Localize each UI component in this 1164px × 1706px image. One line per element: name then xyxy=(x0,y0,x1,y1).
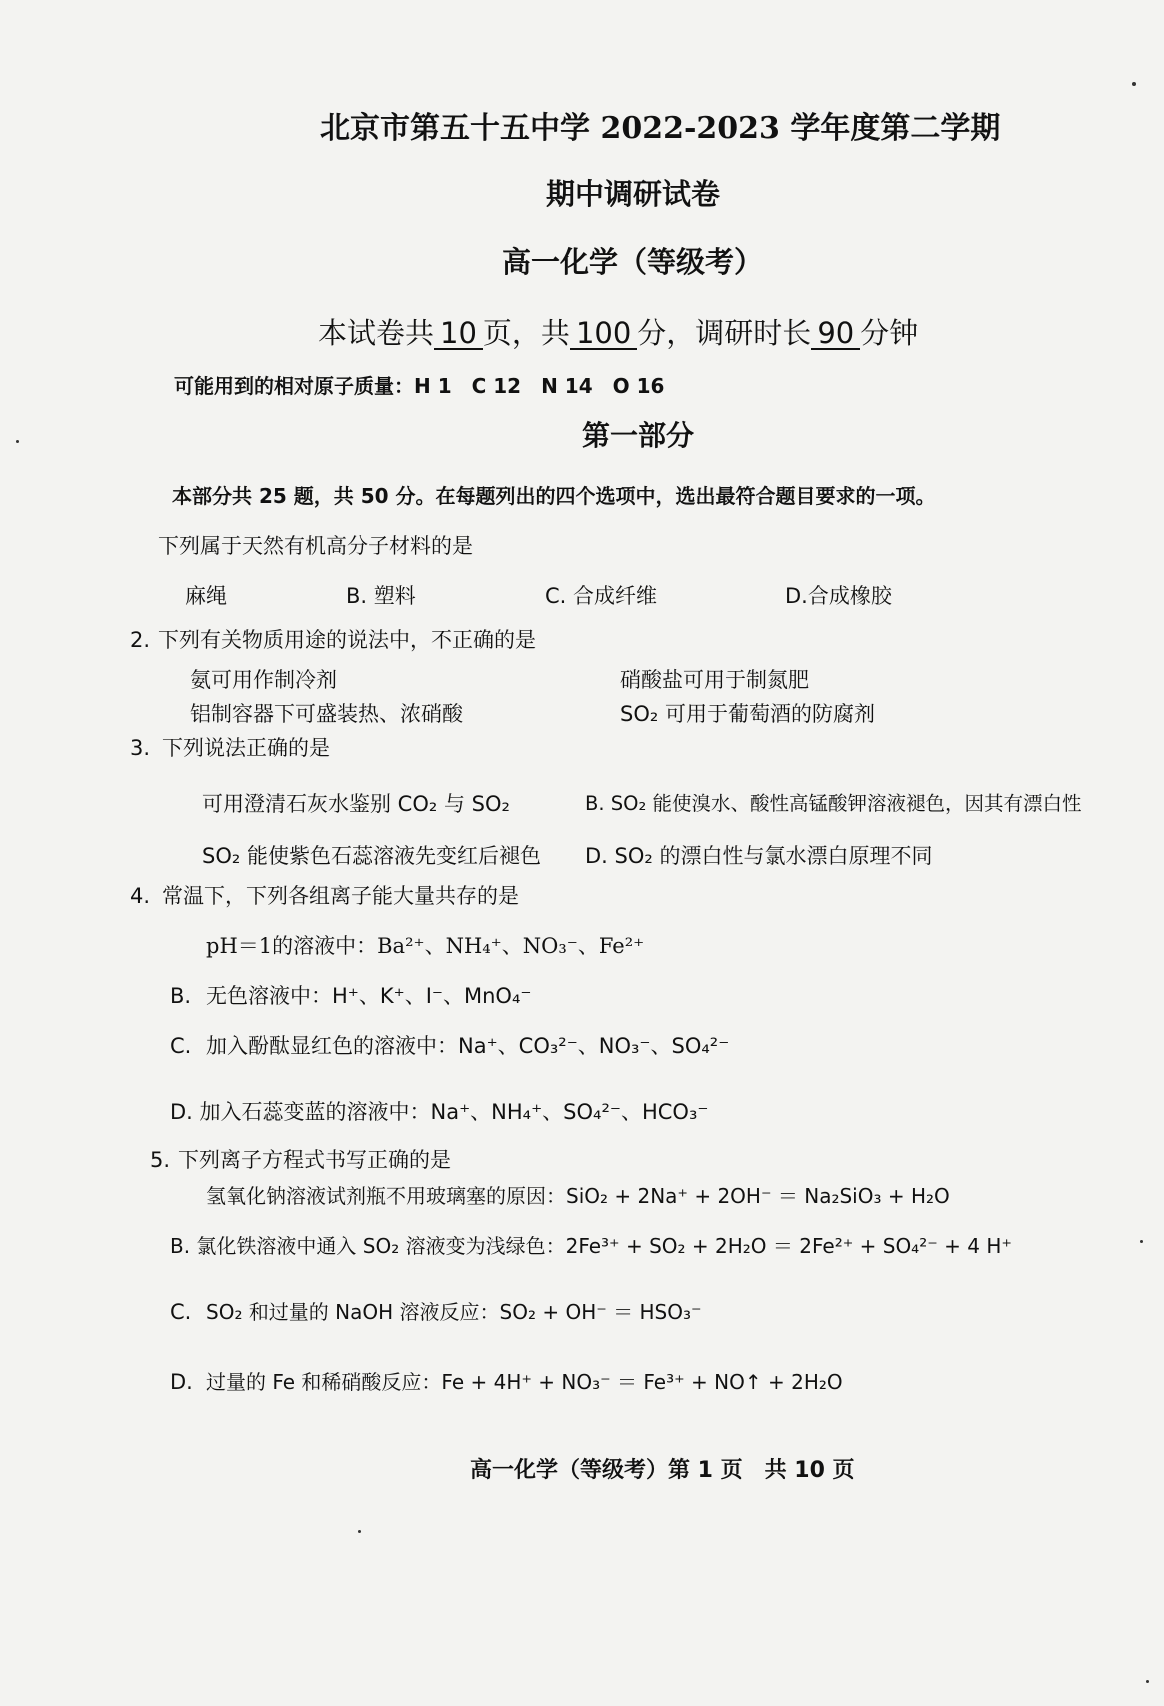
q5-option-c-label: C. xyxy=(170,1300,192,1324)
q4-option-b-label: B. xyxy=(170,984,192,1008)
section-title: 第一部分 xyxy=(582,419,695,452)
scan-speck xyxy=(1140,1240,1143,1243)
q1-stem: 下列属于天然有机高分子材料的是 xyxy=(158,534,473,558)
q1-option-c: C. 合成纤维 xyxy=(545,584,658,608)
q5-number: 5. xyxy=(150,1148,171,1172)
info-pages: 10 xyxy=(434,318,483,350)
q4-stem: 常温下，下列各组离子能大量共存的是 xyxy=(162,884,519,908)
q4-option-c-label: C. xyxy=(170,1034,192,1058)
q5-option-a: 氢氧化钠溶液试剂瓶不用玻璃塞的原因：SiO₂ + 2Na⁺ + 2OH⁻ ＝ Na₂SiO₃ + H₂O xyxy=(206,1184,950,1208)
q5-option-d: 过量的 Fe 和稀硝酸反应：Fe + 4H⁺ + NO₃⁻ ＝ Fe³⁺ + NO↑ + 2H₂O xyxy=(206,1370,843,1394)
scan-speck xyxy=(358,1530,361,1533)
exam-name: 期中调研试卷 xyxy=(546,177,721,211)
q2-number: 2. xyxy=(130,628,151,652)
scan-speck xyxy=(1132,82,1136,86)
q2-option-d: SO₂ 可用于葡萄酒的防腐剂 xyxy=(620,702,875,726)
exam-info-line xyxy=(318,318,918,350)
subject-title: 高一化学（等级考） xyxy=(502,245,764,279)
info-mid2: 分，调研时长 xyxy=(637,316,812,350)
q2-option-c: 铝制容器下可盛装热、浓硝酸 xyxy=(190,702,463,726)
q1-option-d: D.合成橡胶 xyxy=(785,584,892,608)
school-title: 北京市第五十五中学 2022-2023 学年度第二学期 xyxy=(320,111,1001,146)
q2-option-a: 氨可用作制冷剂 xyxy=(190,668,337,692)
scan-speck xyxy=(1146,1680,1149,1683)
info-suffix: 分钟 xyxy=(860,316,919,350)
scan-speck xyxy=(16,440,19,443)
info-mid1: 页，共 xyxy=(482,316,570,350)
q4-option-b: 无色溶液中：H⁺、K⁺、I⁻、MnO₄⁻ xyxy=(206,984,532,1008)
q3-number: 3. xyxy=(130,736,151,760)
q5-option-b: B. 氯化铁溶液中通入 SO₂ 溶液变为浅绿色：2Fe³⁺ + SO₂ + 2H₂O ＝ 2Fe²⁺ + SO₄²⁻ + 4 H⁺ xyxy=(170,1234,1012,1258)
q3-option-a: 可用澄清石灰水鉴别 CO₂ 与 SO₂ xyxy=(202,792,510,816)
q1-option-a: 麻绳 xyxy=(185,584,227,608)
q3-option-c: SO₂ 能使紫色石蕊溶液先变红后褪色 xyxy=(202,844,541,868)
q3-option-d: D. SO₂ 的漂白性与氯水漂白原理不同 xyxy=(585,844,933,868)
q3-option-b: B. SO₂ 能使溴水、酸性高锰酸钾溶液褪色，因其有漂白性 xyxy=(585,792,1082,815)
section-instruction: 本部分共 25 题，共 50 分。在每题列出的四个选项中，选出最符合题目要求的一项。 xyxy=(172,484,936,508)
q5-stem: 下列离子方程式书写正确的是 xyxy=(178,1148,451,1172)
q3-stem: 下列说法正确的是 xyxy=(162,736,330,760)
q4-number: 4. xyxy=(130,884,151,908)
q2-stem: 下列有关物质用途的说法中，不正确的是 xyxy=(158,628,536,652)
info-score: 100 xyxy=(570,318,637,350)
q4-option-c: 加入酚酞显红色的溶液中：Na⁺、CO₃²⁻、NO₃⁻、SO₄²⁻ xyxy=(206,1034,730,1058)
q2-option-b: 硝酸盐可用于制氮肥 xyxy=(620,668,809,692)
info-prefix: 本试卷共 xyxy=(318,316,435,350)
q4-option-a: pH＝1的溶液中：Ba²⁺、NH₄⁺、NO₃⁻、Fe²⁺ xyxy=(206,934,645,958)
page-footer: 高一化学（等级考）第 1 页 共 10 页 xyxy=(470,1458,855,1483)
q4-option-d: D. 加入石蕊变蓝的溶液中：Na⁺、NH₄⁺、SO₄²⁻、HCO₃⁻ xyxy=(170,1100,709,1124)
q5-option-d-label: D. xyxy=(170,1370,193,1394)
info-minutes: 90 xyxy=(811,318,860,350)
q5-option-c: SO₂ 和过量的 NaOH 溶液反应：SO₂ + OH⁻ ＝ HSO₃⁻ xyxy=(206,1300,702,1324)
q1-option-b: B. 塑料 xyxy=(346,584,416,608)
atomic-masses: 可能用到的相对原子质量：H 1 C 12 N 14 O 16 xyxy=(174,374,665,398)
